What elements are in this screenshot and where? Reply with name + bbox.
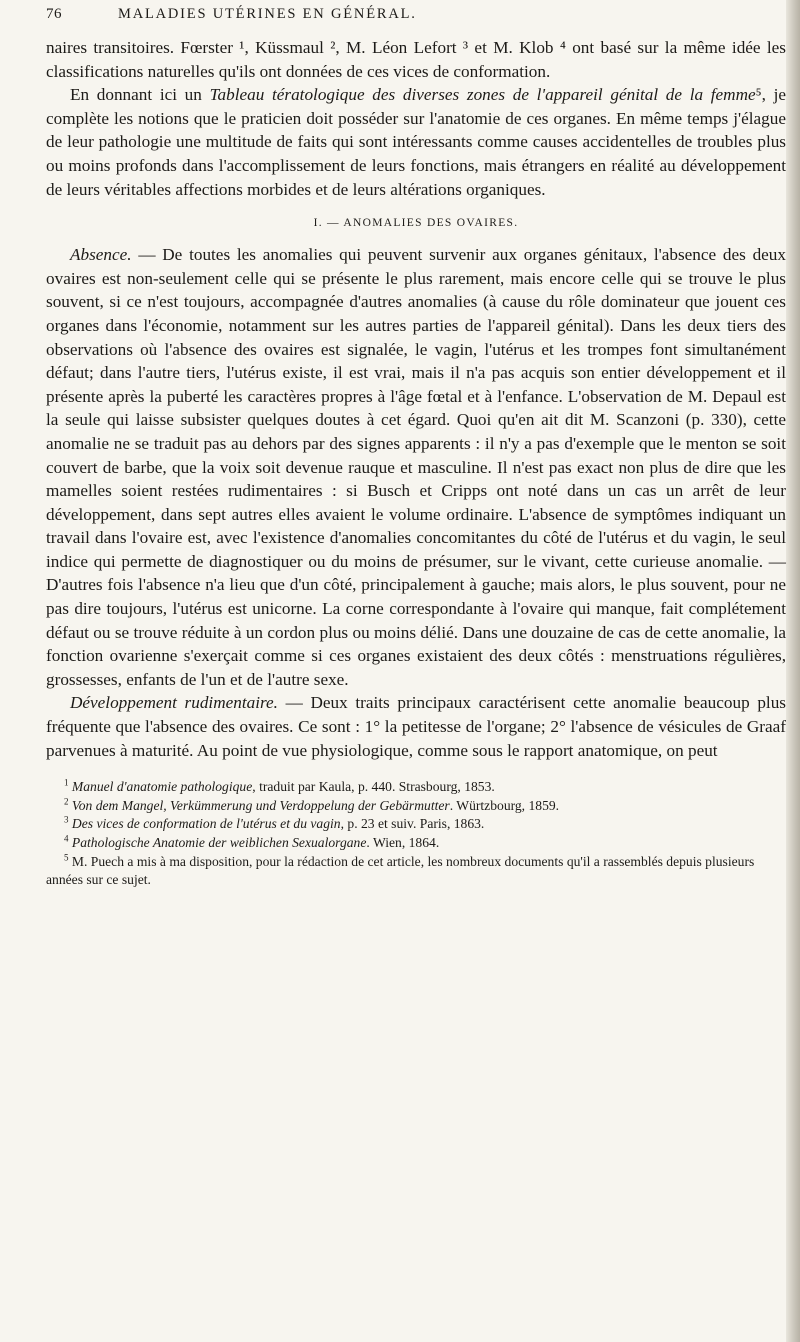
- paragraph-developpement: [46, 691, 786, 762]
- footnote-text: M. Puech a mis à ma disposition, pour la rédaction de cet article, les nombreux documents qu'il a rassemblés depuis plusieurs années sur ce sujet.: [46, 853, 755, 888]
- footnote-text: , p. 23 et suiv. Paris, 1863.: [340, 816, 485, 832]
- paragraph-continuation: naires transitoires. Fœrster ¹, Küssmaul ², M. Léon Lefort ³ et M. Klob ⁴ ont basé sur la même idée les classifications naturelles qu'ils ont données de ces vices de conformation.: [46, 38, 786, 81]
- running-header: [46, 6, 786, 36]
- footnote-title: Des vices de conformation de l'utérus et du vagin: [71, 816, 341, 832]
- page-edge: [786, 0, 800, 1342]
- paragraph-lead: Développement rudimentaire.: [70, 693, 278, 713]
- paragraph-absence: [46, 243, 786, 691]
- footnote-number: 5: [64, 852, 69, 863]
- footnote: [46, 815, 786, 834]
- footnote: [46, 778, 786, 797]
- footnote-number: 4: [64, 833, 69, 844]
- footnote-number: 1: [64, 777, 69, 788]
- paragraph-lead: Absence.: [70, 245, 132, 265]
- footnote-title: Von dem Mangel, Verkümmerung und Verdoppelung der Gebärmutter: [71, 797, 450, 813]
- footnote-number: 3: [64, 814, 69, 825]
- page-content: [46, 6, 786, 890]
- footnote: [46, 797, 786, 816]
- footnote-text: . Wien, 1864.: [366, 835, 440, 850]
- footnote-number: 2: [64, 796, 69, 807]
- paragraph-text: ⁵, je complète les notions que le praticien doit posséder sur l'anatomie de ces organes. En même temps j'élague de leur pathologie une multitude de faits qui sont intéressants comme causes accidentelles de troubles plus ou moins profonds dans l'accomplissement de leurs fonctions, mais étrangers en réalité au développement de leurs véritables affections morbides et de leurs altérations organiques.: [46, 85, 786, 199]
- footnote-title: Pathologische Anatomie der weiblichen Sexualorgane: [71, 835, 367, 850]
- paragraph-text: — Deux traits principaux caractérisent cette anomalie beaucoup plus fréquente que l'absence des ovaires. Ce sont : 1° la petitesse de l'organe; 2° l'absence de vésicules de Graaf parvenues à maturité. Au point de vue physiologique, comme sous le rapport anatomique, on peut: [46, 693, 786, 760]
- paragraph-text: — De toutes les anomalies qui peuvent survenir aux organes génitaux, l'absence des deux ovaires est non-seulement celle qui se présente le plus rarement, mais encore celle qui se trouve le plus souvent, si ce n'est toujours, accompagnée d'autres anomalies (à cause du rôle dominateur que jouent ces organes dans l'économie, notamment sur les autres parties de l'appareil génital). Dans les deux tiers des observations où l'absence des ovaires est signalée, le vagin, l'utérus et les trompes font simultanément défaut; dans l'autre tiers, l'utérus existe, il est vrai, mais il n'a pas acquis son entier développement et il présente après la puberté les caractères propres à l'âge fœtal et à l'enfance. L'observation de M. Depaul est la seule qui laisse subsister quelques doutes à cet égard. Quoi qu'en ait dit M. Scanzoni (p. 330), cette anomalie ne se traduit pas au dehors par des signes apparents : il n'y a pas d'exemple que le menton se soit couvert de barbe, que la voix soit devenue rauque et masculine. Il n'est pas exact non plus de dire que les mamelles soient restées rudimentaires : si Busch et Cripps ont noté dans un cas un arrêt de leur développement, dans sept autres elles avaient le volume ordinaire. L'absence de symptômes indiquant un travail dans l'ovaire est, avec l'existence d'anomalies concomitantes du côté de l'utérus et du vagin, le seul indice qui permette de diagnostiquer ou du moins de présumer, sur le vivant, cette curieuse anomalie. — D'autres fois l'absence n'a lieu que d'un côté, principalement à gauche; mais alors, le plus souvent, pour ne pas dire toujours, l'utérus est unicorne. La corne correspondante à l'ovaire qui manque, fait complétement défaut ou se trouve réduite à un cordon plus ou moins délié. Dans une douzaine de cas de cette anomalie, la fonction ovarienne s'exerçait comme si ces organes existaient des deux côtés : menstruations régulières, grossesses, enfants de l'un et de l'autre sexe.: [46, 245, 786, 689]
- footnote: [46, 834, 786, 853]
- footnote: [46, 853, 786, 890]
- section-heading: I. — ANOMALIES DES OVAIRES.: [313, 217, 519, 230]
- paragraph-tableau: [46, 83, 786, 201]
- page-number: 76: [46, 6, 62, 22]
- footnote-text: , traduit par Kaula, p. 440. Strasbourg, 1853.: [252, 779, 495, 795]
- running-title: MALADIES UTÉRINES EN GÉNÉRAL.: [118, 6, 417, 22]
- footnotes: [46, 778, 786, 890]
- footnote-title: Manuel d'anatomie pathologique: [71, 779, 253, 795]
- paragraph-text: En donnant ici un: [70, 85, 210, 105]
- footnote-text: . Würtzbourg, 1859.: [449, 797, 560, 813]
- tableau-title: Tableau tératologique des diverses zones de l'appareil génital de la femme: [209, 85, 756, 105]
